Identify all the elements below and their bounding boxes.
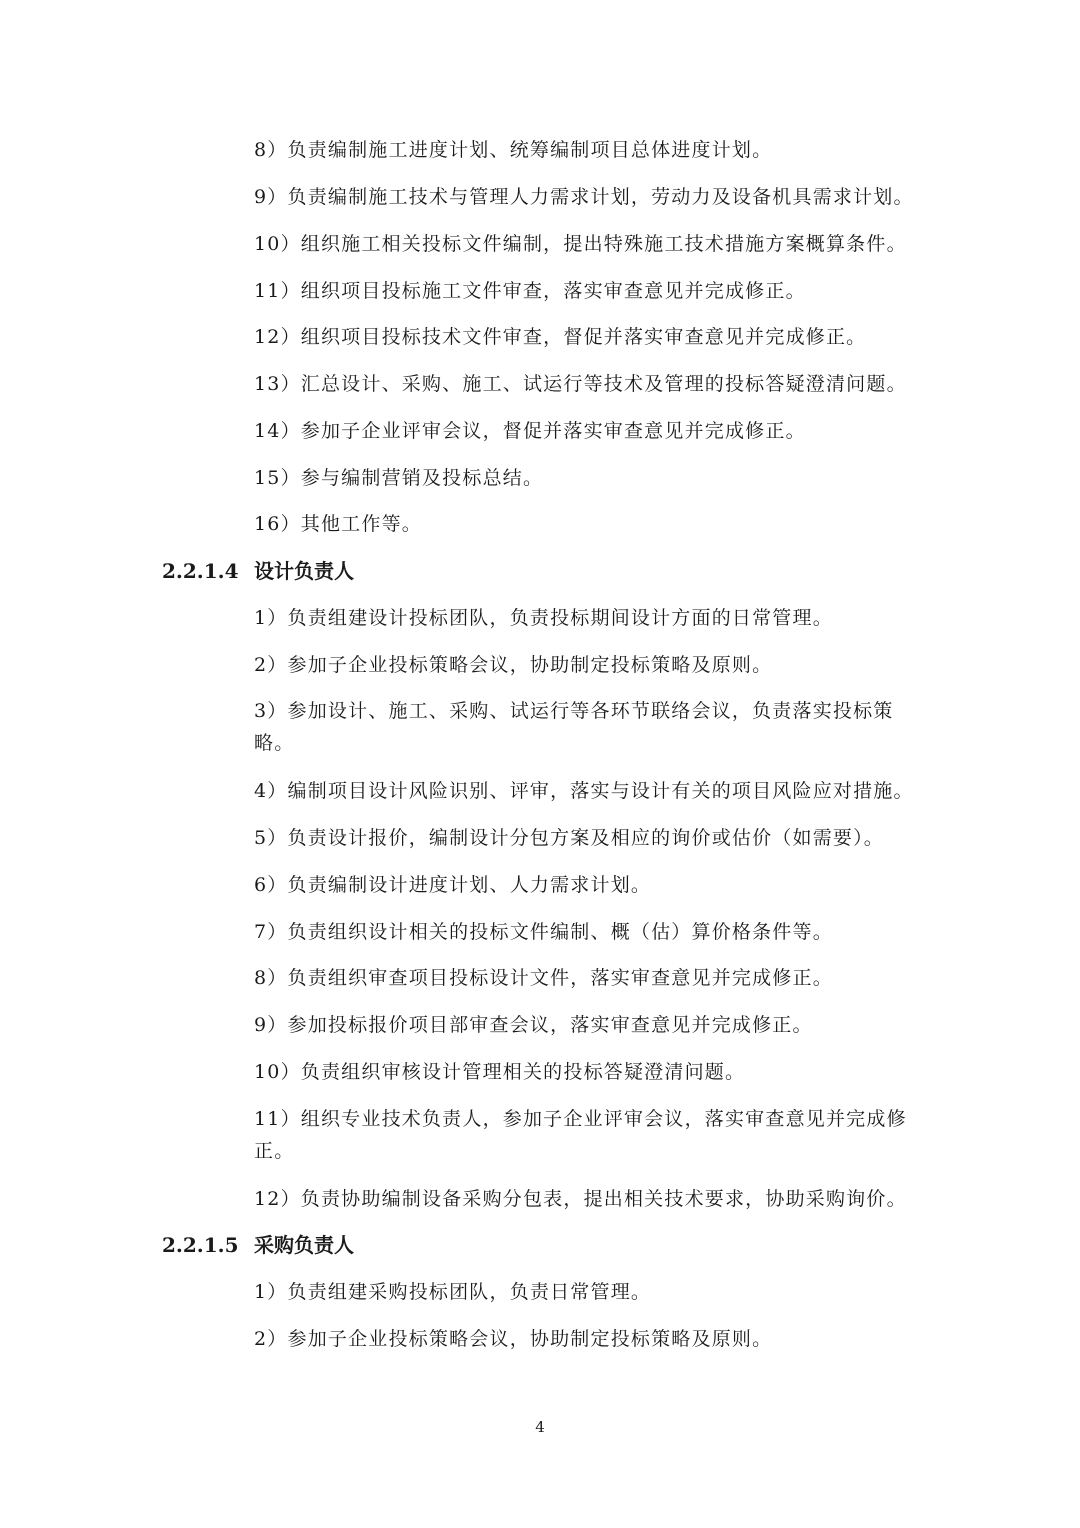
list-item: 1）负责组建采购投标团队，负责日常管理。: [254, 1281, 652, 1303]
page-number: 4: [535, 1418, 545, 1436]
list-item: 8）负责编制施工进度计划、统筹编制项目总体进度计划。: [254, 139, 773, 161]
section-number: 2.2.1.5: [162, 1233, 239, 1257]
list-item: 16）其他工作等。: [254, 513, 422, 535]
list-item: 10）负责组织审核设计管理相关的投标答疑澄清问题。: [254, 1061, 746, 1083]
list-item: 4）编制项目设计风险识别、评审，落实与设计有关的项目风险应对措施。: [254, 780, 914, 802]
section-heading-procurement-lead: [162, 1229, 354, 1261]
list-item: 11）组织项目投标施工文件审查，落实审查意见并完成修正。: [254, 280, 806, 302]
list-item: 15）参与编制营销及投标总结。: [254, 467, 544, 489]
list-item: 2）参加子企业投标策略会议，协助制定投标策略及原则。: [254, 654, 773, 676]
list-item: 5）负责设计报价，编制设计分包方案及相应的询价或估价（如需要）。: [254, 827, 884, 849]
list-item: 12）组织项目投标技术文件审查，督促并落实审查意见并完成修正。: [254, 326, 867, 348]
list-item: 1）负责组建设计投标团队，负责投标期间设计方面的日常管理。: [254, 607, 833, 629]
list-item: 10）组织施工相关投标文件编制，提出特殊施工技术措施方案概算条件。: [254, 233, 907, 255]
section-number: 2.2.1.4: [162, 559, 239, 583]
list-item: 9）负责编制施工技术与管理人力需求计划，劳动力及设备机具需求计划。: [254, 186, 914, 208]
list-item: 3）参加设计、施工、采购、试运行等各环节联络会议，负责落实投标策略。: [254, 700, 894, 754]
list-item: 9）参加投标报价项目部审查会议，落实审查意见并完成修正。: [254, 1014, 813, 1036]
list-item: 8）负责组织审查项目投标设计文件，落实审查意见并完成修正。: [254, 967, 833, 989]
list-item: 7）负责组织设计相关的投标文件编制、概（估）算价格条件等。: [254, 921, 833, 943]
list-item: 11）组织专业技术负责人，参加子企业评审会议，落实审查意见并完成修正。: [254, 1108, 907, 1162]
section-heading-design-lead: [162, 555, 354, 587]
section-title: 采购负责人: [254, 1233, 354, 1257]
list-item: 12）负责协助编制设备采购分包表，提出相关技术要求，协助采购询价。: [254, 1188, 907, 1210]
list-item: 13）汇总设计、采购、施工、试运行等技术及管理的投标答疑澄清问题。: [254, 373, 907, 395]
list-item: 14）参加子企业评审会议，督促并落实审查意见并完成修正。: [254, 420, 806, 442]
list-item: 2）参加子企业投标策略会议，协助制定投标策略及原则。: [254, 1328, 773, 1350]
section-title: 设计负责人: [254, 559, 354, 583]
list-item: 6）负责编制设计进度计划、人力需求计划。: [254, 874, 652, 896]
